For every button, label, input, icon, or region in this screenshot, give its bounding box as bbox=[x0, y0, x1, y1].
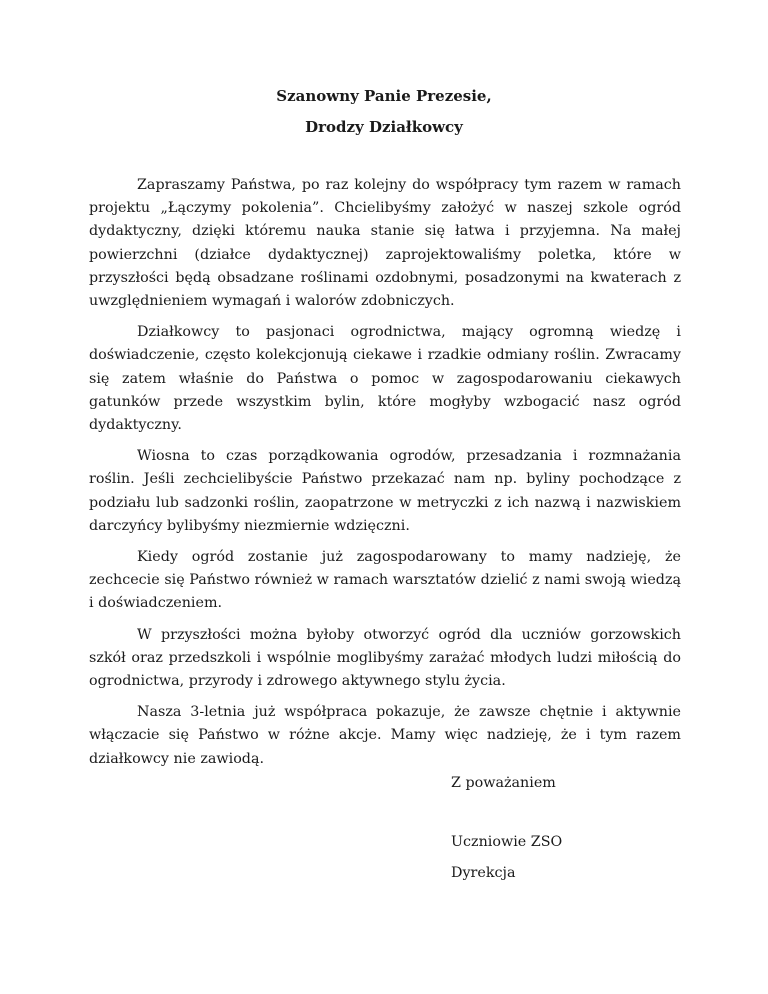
greeting-line-2: Drodzy Działkowcy bbox=[305, 118, 463, 136]
letter-body bbox=[89, 174, 681, 779]
greeting-line-1: Szanowny Panie Prezesie, bbox=[276, 87, 492, 105]
paragraph-3: Wiosna to czas porządkowania ogrodów, przesadzania i rozmnażania roślin. Jeśli zechcielibyście Państwo przekazać nam np. byliny pochodzące z podziału lub sadzonki roślin, zaopatrzone w metryczki z ich nazwą i nazwiskiem darczyńcy bylibyśmy niezmiernie wdzięczni. bbox=[89, 448, 681, 534]
paragraph-4: Kiedy ogród zostanie już zagospodarowany to mamy nadzieję, że zechcecie się Państwo również w ramach warsztatów dzielić z nami swoją wiedzą i doświadczeniem. bbox=[89, 549, 681, 612]
paragraph-2: Działkowcy to pasjonaci ogrodnictwa, mający ogromną wiedzę i doświadczenie, często kolekcjonują ciekawe i rzadkie odmiany roślin. Zwracamy się zatem właśnie do Państwa o pomoc w zagospodarowaniu ciekawych gatunków przede wszystkim bylin, które mogłyby wzbogacić nasz ogród dydaktyczny. bbox=[89, 324, 681, 434]
signature-students: Uczniowie ZSO bbox=[451, 834, 563, 850]
paragraph-5: W przyszłości można byłoby otworzyć ogród dla uczniów gorzowskich szkół oraz przedszkoli i wspólnie moglibyśmy zarażać młodych ludzi miłością do ogrodnictwa, przyrody i zdrowego aktywnego stylu życia. bbox=[89, 626, 681, 690]
paragraph-1: Zapraszamy Państwa, po raz kolejny do współpracy tym razem w ramach projektu „Łączymy pokolenia”. Chcielibyśmy założyć w naszej szkole ogród dydaktyczny, dzięki któremu nauka stanie się łatwa i przyjemna. Na małej powierzchni (działce dydaktycznej) zaprojektowaliśmy poletka, które w przyszłości będą obsadzane roślinami ozdobnymi, posadzonymi na kwaterach z uwzględnieniem wymagań i walorów zdobniczych. bbox=[89, 177, 681, 310]
closing-text: Z poważaniem bbox=[451, 775, 556, 791]
signature-management: Dyrekcja bbox=[451, 865, 516, 881]
paragraph-6: Nasza 3-letnia już współpraca pokazuje, że zawsze chętnie i aktywnie włączacie się Państwo w różne akcje. Mamy więc nadzieję, że i tym razem działkowcy nie zawiodą. bbox=[89, 704, 681, 767]
